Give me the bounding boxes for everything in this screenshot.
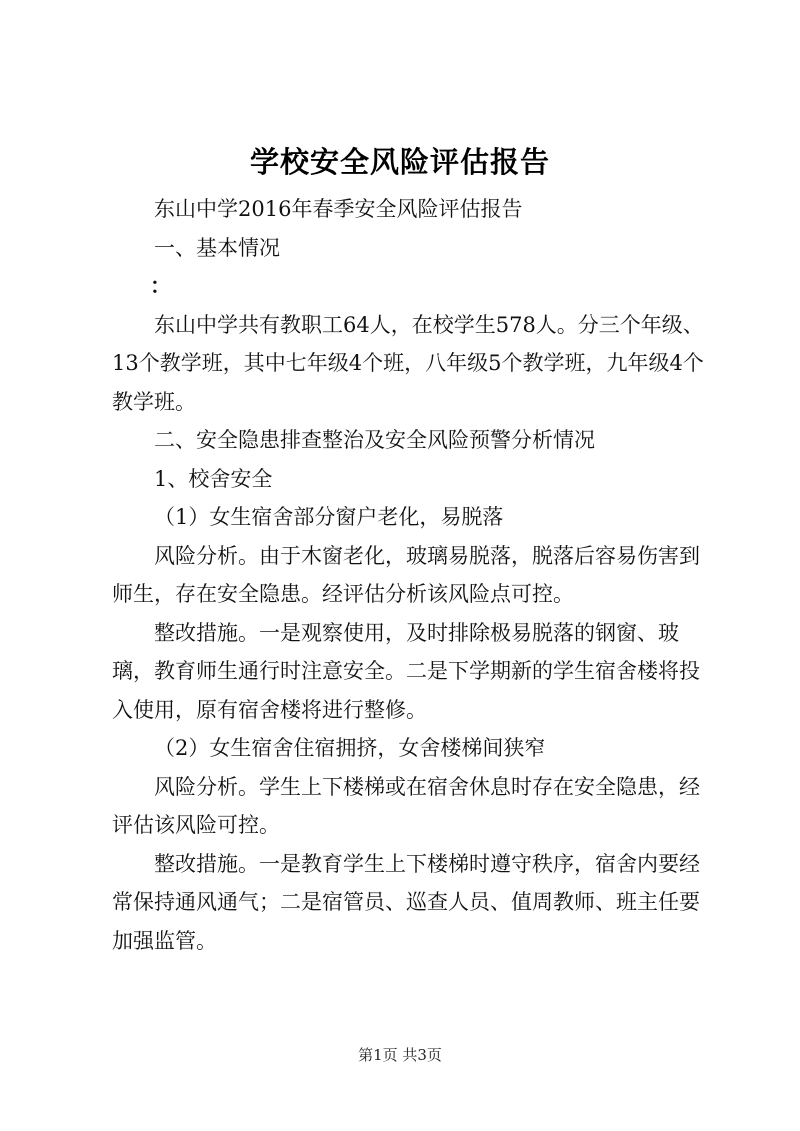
paragraph-subtitle: 东山中学2016年春季安全风险评估报告 xyxy=(154,197,523,221)
document-body xyxy=(112,190,714,960)
paragraph-colon: ： xyxy=(150,273,171,298)
document-title: 学校安全风险评估报告 xyxy=(249,145,550,179)
heading-item-1: （1）女生宿舍部分窗户老化，易脱落 xyxy=(154,505,504,529)
heading-building-safety: 1、校舍安全 xyxy=(154,466,273,491)
paragraph-risk-analysis-2: 风险分析。学生上下楼梯或在宿舍休息时存在安全隐患，经评估该风险可控。 xyxy=(112,774,700,837)
paragraph-risk-analysis-1: 风险分析。由于木窗老化，玻璃易脱落，脱落后容易伤害到师生，存在安全隐患。经评估分析该风险点可控。 xyxy=(112,543,700,606)
paragraph-school-overview: 东山中学共有教职工64人，在校学生578人。分三个年级、13个教学班，其中七年级4个班，八年级5个教学班，九年级4个教学班。 xyxy=(112,312,704,414)
page-number: 第1页 共3页 xyxy=(358,1046,442,1064)
heading-hazard-analysis: 二、安全隐患排查整治及安全风险预警分析情况 xyxy=(154,428,595,452)
heading-basic-info: 一、基本情况 xyxy=(154,235,280,260)
paragraph-measures-2: 整改措施。一是教育学生上下楼梯时遵守秩序，宿舍内要经常保持通风通气；二是宿管员、巡查人员、值周教师、班主任要加强监管。 xyxy=(112,851,700,953)
heading-item-2: （2）女生宿舍住宿拥挤，女舍楼梯间狭窄 xyxy=(154,736,546,760)
paragraph-measures-1: 整改措施。一是观察使用，及时排除极易脱落的钢窗、玻璃，教育师生通行时注意安全。二是下学期新的学生宿舍楼将投入使用，原有宿舍楼将进行整修。 xyxy=(112,620,700,722)
